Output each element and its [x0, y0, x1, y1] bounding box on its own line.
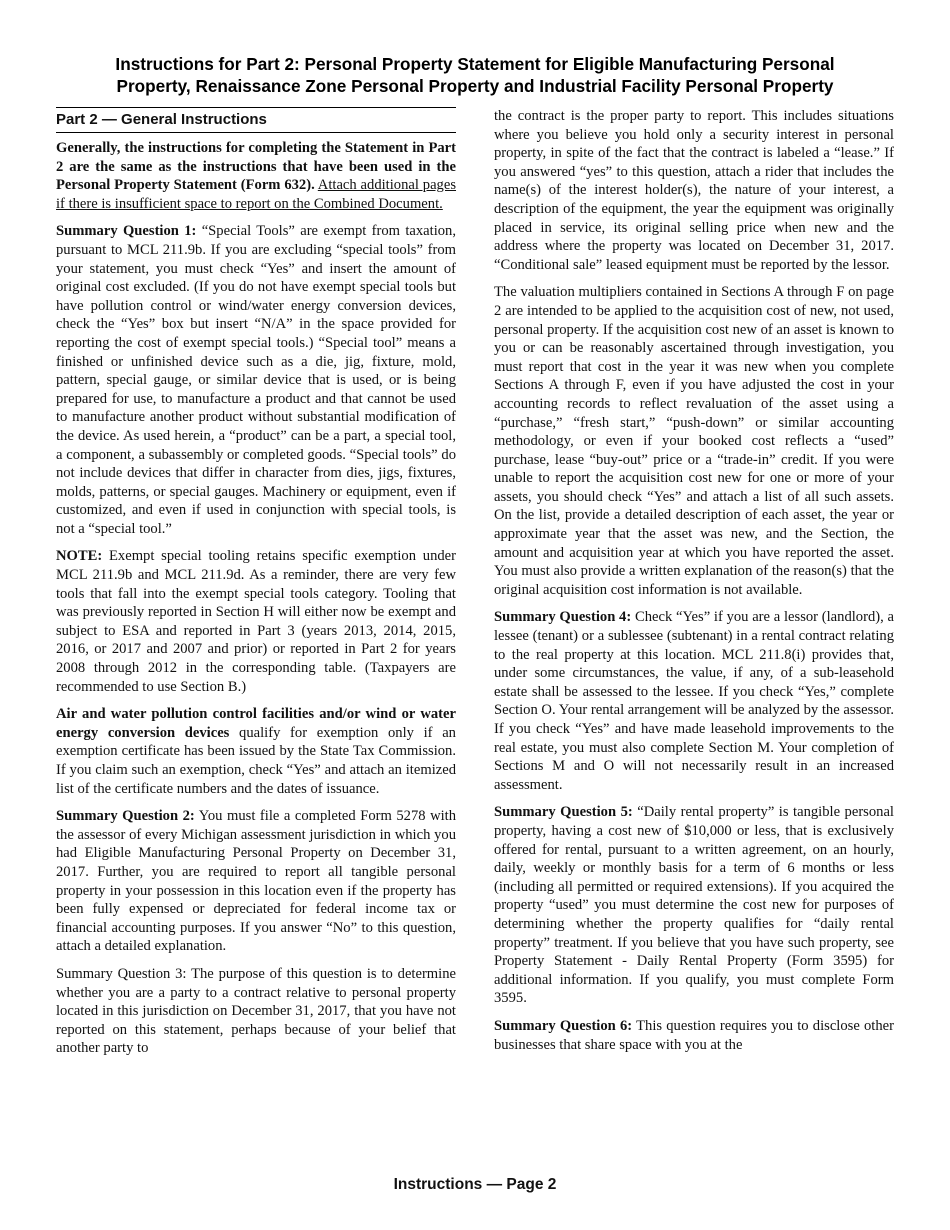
pollution-control-paragraph — [56, 705, 456, 798]
summary-question-2-paragraph — [56, 807, 456, 956]
pollution-control-label: Air and water pollution control facilities and/or wind or water energy conversion devices — [56, 706, 456, 741]
right-column — [494, 107, 894, 1063]
note-text: Exempt special tooling retains specific exemption under MCL 211.9b and MCL 211.9d. As a reminder, there are very few tools that fall into the exempt special tools category. Tooling that was previously reported in Section H will either now be exempt and subject to ESA and reported in Part 3 (years 2013, 2014, 2015, 2016, or 2017 and 2007 and prior) or reported in Part 2 for years 2008 through 2012 in the corresponding table. (Taxpayers are recommended to use Section B.) — [56, 548, 456, 695]
summary-question-2-text: You must file a completed Form 5278 with the assessor of every Michigan assessment jurisdiction in which you had Eligible Manufacturing Personal Property on December 31, 2017. Further, you are required to report all tangible personal property in your possession in this location even if the property has been fully expensed or depreciated for federal income tax or financial accounting purposes. If you answer “No” to this question, attach a detailed explanation. — [56, 808, 457, 955]
summary-question-1-text: “Special Tools” are exempt from taxation, pursuant to MCL 211.9b. If you are excluding “special tools” from your statement, you must check “Yes” and insert the amount of original cost excluded. (If you do not have exempt special tools but have pollution control or wind/water energy conversion devices, check the “Yes” box but insert “N/A” in the space provided for reporting the cost of exempt special tools.) “Special tool” means a finished or unfinished device such as a die, jig, fixture, mold, pattern, special gauge, or similar device that is used, or is being prepared for use, to manufacture a product and that cannot be used to manufacture another product without substantial modification of the device. As used herein, a “product” can be a part, a special tool, a component, a subassembly or completed goods. “Special tools” do not include devices that differ in character from dies, jigs, fixtures, molds, patterns, or special gauges. Machinery or equipment, even if customized, and even if used in conjunction with special tools, is not a “special tool.” — [56, 223, 456, 537]
valuation-multipliers-text: The valuation multipliers contained in Sections A through F on page 2 are intended to be applied to the acquisition cost of new, not used, personal property. If the acquisition cost new of an asset is known to you or can be reasonably ascertained through investigation, you must report that cost in the year it was new when you complete Sections A through F, even if you have adjusted the cost in your accounting records to reflect revaluation of the asset using a “purchase,” “fresh start,” “push-down” or similar accounting methodology, or even if your booked cost reflects a “used” purchase, lease “buy-out” price or a “trade-in” credit. If you were unable to report the acquisition cost new for one or more of your assets, you should check “Yes” and attach a list of all such assets. On the list, provide a detailed description of each asset, the year or approximate year that the asset was new, and the Section, the amount and acquisition year at which you have reported the asset. You must also provide a written explanation of the reason(s) that the original acquisition cost information is not available. — [494, 284, 894, 598]
valuation-multipliers-paragraph — [494, 283, 894, 599]
summary-question-3-text: Summary Question 3: The purpose of this question is to determine whether you are a party to a contract relative to personal property located in this jurisdiction on December 31, 2017, that you have not reported on this statement, perhaps because of your belief that another party to — [56, 965, 456, 1057]
left-column — [56, 107, 456, 1067]
page-title — [56, 53, 894, 97]
summary-question-5-text: “Daily rental property” is tangible personal property, having a cost new of $10,000 or less, that is exclusively offered for rental, pursuant to a written agreement, on an hourly, daily, weekly or monthly basis for a term of 6 months or less (including all permitted or required extensions). If you acquired the property “used” you must determine the cost new for purposes of determining whether the property qualifies for “daily rental property” treatment. If you believe that you have such property, see Property Statement - Daily Rental Property (Form 3595) for additional information. If you qualify, you must complete Form 3595. — [494, 804, 894, 1007]
summary-question-5-label: Summary Question 5: — [494, 804, 633, 821]
summary-question-1-paragraph — [56, 222, 456, 538]
summary-question-4-paragraph — [494, 608, 894, 794]
page-footer: Instructions — Page 2 — [393, 1176, 557, 1193]
summary-question-4-text: Check “Yes” if you are a lessor (landlord), a lessee (tenant) or a sublessee (subtenant) in a rental contract relating to the real property at this location. MCL 211.8(i) provides that, under some circumstances, the value, if any, of a sub-leasehold estate shall be assessed to the lessee. If you check “Yes,” complete Section O. Your rental arrangement will be analyzed by the assessor. If you check “Yes” and have made leasehold improvements to the real estate, you must also complete Section M. Your completion of Sections M and O will not necessarily result in an increased assessment. — [494, 609, 895, 793]
summary-question-3-continued-text: the contract is the proper party to report. This includes situations where you believe you hold only a security interest in personal property, in spite of the fact that the contract is labeled a “lease.” If you answered “yes” to this question, attach a rider that includes the name(s) of the interest holder(s), the nature of your interest, a description of the equipment, the year the equipment was originally placed in service, its original selling price when new and the address where the property was located on December 31, 2017. “Conditional sale” leased equipment must be reported by the lessor. — [494, 108, 894, 273]
summary-question-6-paragraph — [494, 1017, 894, 1054]
general-intro-paragraph — [56, 139, 456, 213]
summary-question-1-label: Summary Question 1: — [56, 223, 197, 240]
section-heading: Part 2 — General Instructions — [56, 107, 456, 133]
summary-question-2-label: Summary Question 2: — [56, 808, 195, 825]
general-intro-bold: Generally, the instructions for completing the Statement in Part 2 are the same as the instructions that have been used in the Personal Property Statement (Form 632). — [56, 140, 456, 194]
summary-question-6-label: Summary Question 6: — [494, 1017, 633, 1034]
pollution-control-text: qualify for exemption only if an exemption certificate has been issued by the State Tax Commission. If you claim such an exemption, check “Yes” and attach an itemized list of the certificate numbers and the dates of issuance. — [56, 724, 456, 797]
general-intro-underline: Attach additional pages if there is insufficient space to report on the Combined Document. — [56, 177, 457, 212]
summary-question-3-continued — [494, 107, 894, 274]
note-paragraph — [56, 547, 456, 696]
page-title-line-2: Property, Renaissance Zone Personal Property and Industrial Facility Personal Property — [116, 76, 834, 96]
summary-question-4-label: Summary Question 4: — [494, 609, 632, 626]
summary-question-6-text: This question requires you to disclose other businesses that share space with you at the — [494, 1017, 894, 1053]
page-title-line-1: Instructions for Part 2: Personal Property Statement for Eligible Manufacturing Personal — [115, 54, 835, 74]
summary-question-5-paragraph — [494, 803, 894, 1008]
note-label: NOTE: — [56, 548, 103, 565]
summary-question-3-paragraph — [56, 965, 456, 1058]
